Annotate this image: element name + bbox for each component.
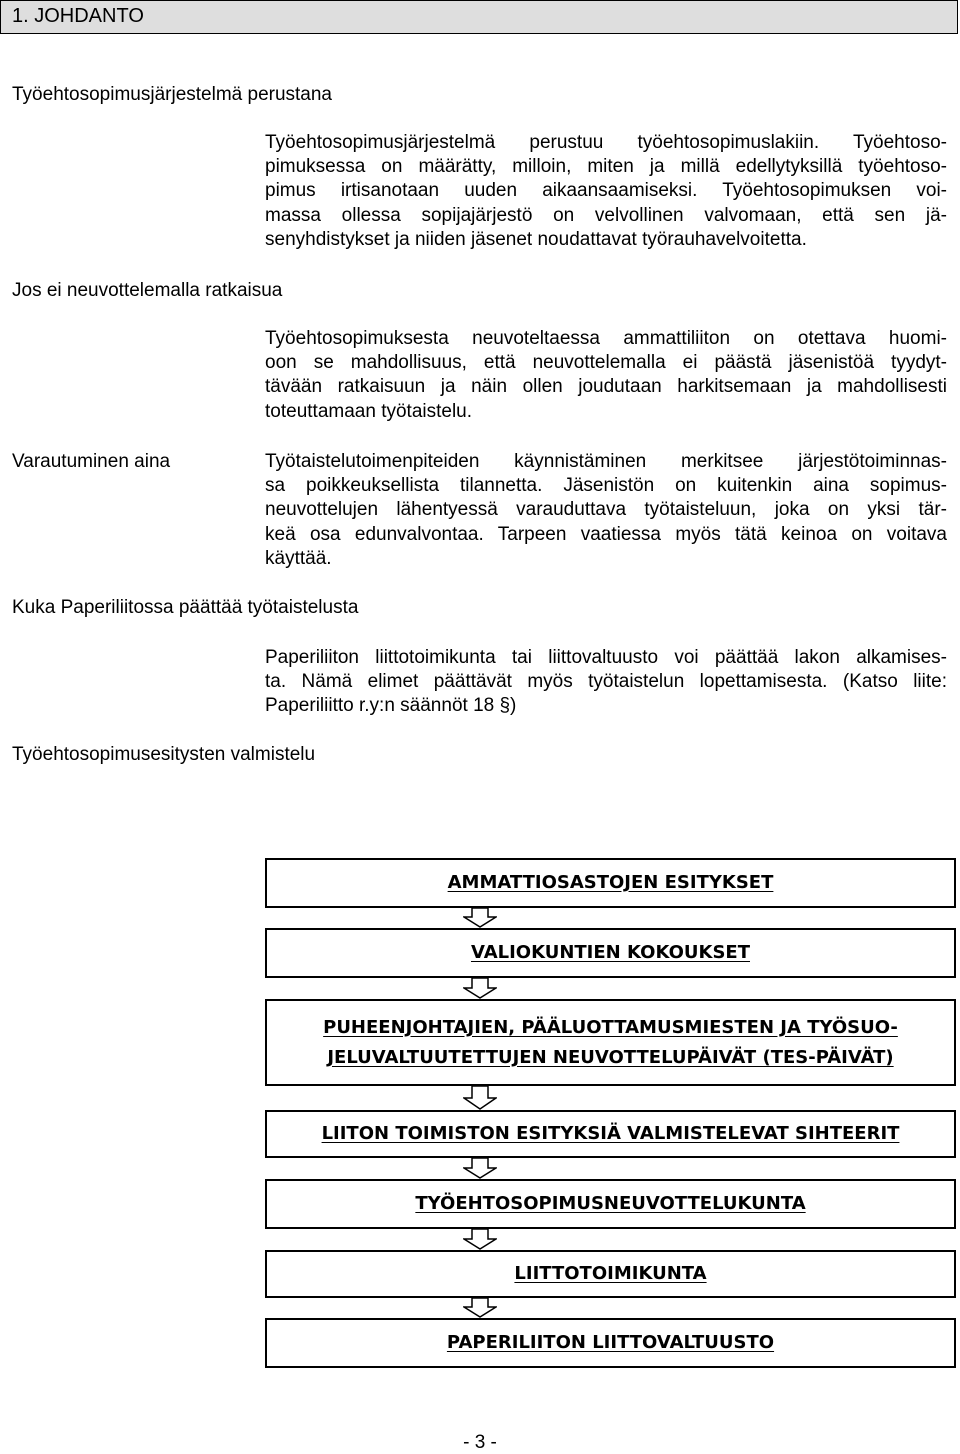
paragraph-line: Paperiliitto r.y:n säännöt 18 §) (265, 695, 517, 717)
flow-box-liittotoimikunta (265, 1250, 956, 1298)
paragraph-line: senyhdistykset ja niiden jäsenet noudattavat työrauhavelvoitetta. (265, 228, 807, 250)
flow-box-label: LIITON TOIMISTON ESITYKSIÄ VALMISTELEVAT SIHTEERIT (321, 1123, 900, 1144)
flow-box-ammattiosastot (265, 858, 956, 908)
flow-box-label-line2: JELUVALTUUTETTUJEN NEUVOTTELUPÄIVÄT (TES-PÄIVÄT) (327, 1046, 894, 1068)
flow-box-neuvottelukunta (265, 1179, 956, 1229)
paragraph-varautuminen (265, 450, 947, 571)
flow-box-label: LIITTOTOIMIKUNTA (514, 1263, 707, 1284)
paragraph-line: tävään ratkaisuun ja näin ollen joudutaan harkitsemaan ja mahdollisesti (265, 376, 947, 398)
flow-box-label: TYÖEHTOSOPIMUSNEUVOTTELUKUNTA (415, 1193, 806, 1214)
paragraph-line: oon se mahdollisuus, että neuvottelemalla ei päästä jäsenistöä tyydyt- (265, 352, 947, 374)
paragraph-line: massa ollessa sopijajärjestö on velvollinen valvomaan, että sen jä- (265, 204, 947, 226)
page-number: - 3 - (463, 1432, 497, 1453)
paragraph-line: pimuksessa on määrätty, milloin, miten ja millä edellytyksillä työehtoso- (265, 156, 947, 178)
paragraph-line: toteuttamaan työtaistelu. (265, 400, 473, 422)
flow-box-liittovaltuusto (265, 1318, 956, 1368)
paragraph-perustana (265, 131, 947, 252)
paragraph-line: käyttää. (265, 547, 332, 569)
flow-box-label: PAPERILIITON LIITTOVALTUUSTO (446, 1332, 775, 1353)
heading-valmistelu: Työehtosopimusesitysten valmistelu (12, 744, 316, 765)
heading-perustana: Työehtosopimusjärjestelmä perustana (12, 84, 333, 105)
paragraph-line: Työehtosopimusjärjestelmä perustuu työehtosopimuslakiin. Työehtoso- (265, 132, 947, 153)
paragraph-line: keä osa edunvalvontaa. Tarpeen vaatiessa myös tätä keinoa on voitava (265, 523, 947, 545)
paragraph-line: Paperiliiton liittotoimikunta tai liittovaltuusto voi päättää lakon alkamises- (265, 647, 947, 668)
section-title: 1. JOHDANTO (12, 5, 144, 27)
paragraph-line: Työehtosopimuksesta neuvoteltaessa ammattiliiton on otettava huomi- (265, 328, 947, 349)
arrow-down-icon (463, 1229, 497, 1250)
paragraph-line: Työtaistelutoimenpiteiden käynnistäminen merkitsee järjestötoiminnas- (265, 451, 947, 472)
heading-paattaa: Kuka Paperiliitossa päättää työtaistelusta (12, 597, 359, 618)
flow-box-sihteerit (265, 1110, 956, 1158)
heading-neuvottelu: Jos ei neuvottelemalla ratkaisua (12, 280, 283, 301)
flow-box-tes-paivat (265, 999, 956, 1086)
paragraph-line: neuvottelujen lähentyessä varauduttava työtaisteluun, joka on yksi tär- (265, 499, 947, 521)
arrow-down-icon (463, 1298, 497, 1318)
paragraph-paattaa (265, 646, 947, 719)
paragraph-neuvottelu (265, 327, 947, 424)
paragraph-line: sa poikkeuksellista tilannetta. Jäsenistön on kuitenkin aina sopimus- (265, 475, 947, 497)
paragraph-line: pimus irtisanotaan uuden aikaansaamiseksi. Työehtosopimuksen voi- (265, 180, 947, 202)
flow-box-label: VALIOKUNTIEN KOKOUKSET (470, 942, 750, 963)
flow-box-label: AMMATTIOSASTOJEN ESITYKSET (447, 872, 774, 893)
arrow-down-icon (463, 1086, 497, 1110)
arrow-down-icon (463, 1158, 497, 1179)
arrow-down-icon (463, 908, 497, 928)
arrow-down-icon (463, 978, 497, 999)
heading-varautuminen: Varautuminen aina (12, 451, 171, 472)
flow-box-label-line1: PUHEENJOHTAJIEN, PÄÄLUOTTAMUSMIESTEN JA TYÖSUO- (323, 1016, 898, 1038)
flow-box-valiokunnat (265, 928, 956, 978)
paragraph-line: ta. Nämä elimet päättävät myös työtaistelun lopettamisesta. (Katso liite: (265, 671, 947, 693)
